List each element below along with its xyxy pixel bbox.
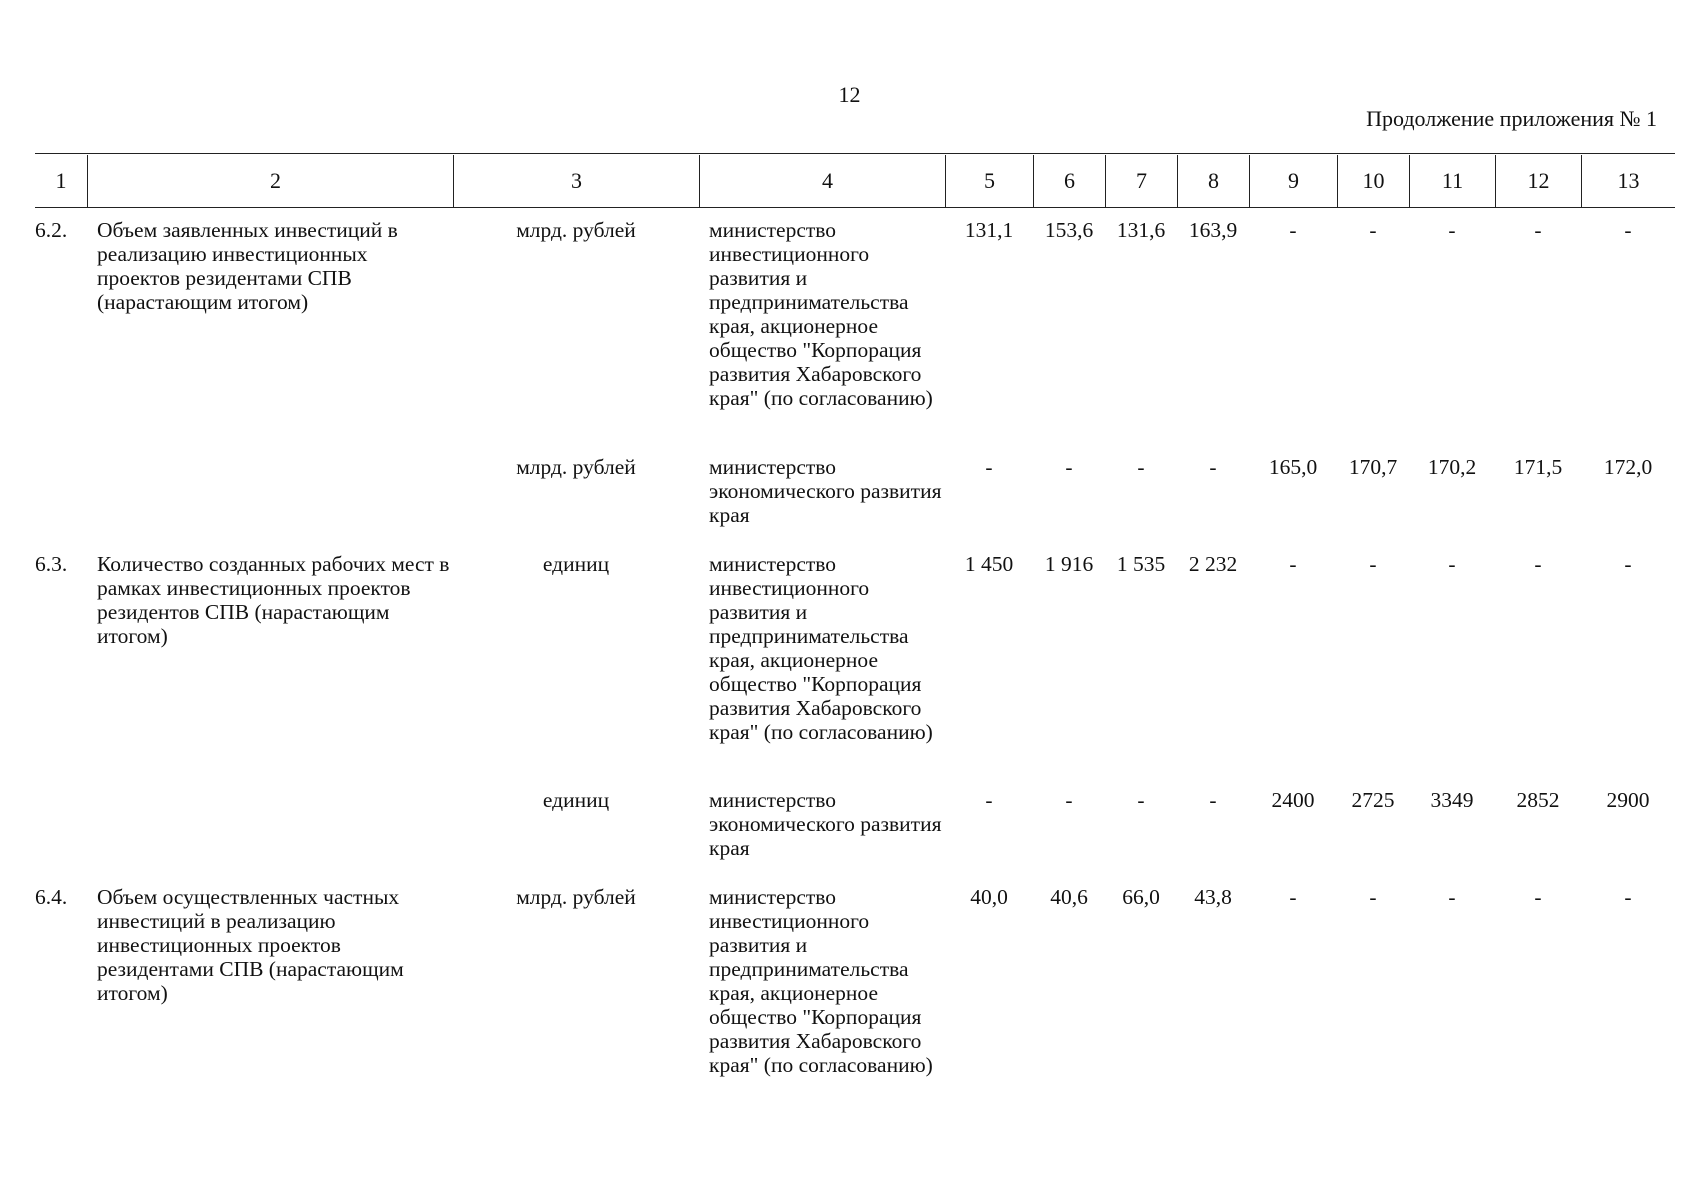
value-cell: 170,2 xyxy=(1427,455,1477,479)
value-cell: - xyxy=(1369,218,1377,242)
header-cell: 8 xyxy=(1177,155,1249,207)
value-cell: - xyxy=(1448,885,1456,909)
value-cell: - xyxy=(1624,552,1632,576)
value-cell: - xyxy=(985,788,993,812)
unit-cell: млрд. рублей xyxy=(516,885,636,909)
value-cell: 172,0 xyxy=(1603,455,1653,479)
row-number xyxy=(35,788,87,860)
value-cell: - xyxy=(1534,218,1542,242)
value-cell: - xyxy=(1289,552,1297,576)
value-cell: 153,6 xyxy=(1044,218,1094,242)
value-cell: 1 535 xyxy=(1116,552,1166,576)
indicator-name: Объем заявленных инвестиций в реализацию инвестиционных проектов резидентами СПВ (нарастающим итогом) xyxy=(97,218,398,314)
value-cell: - xyxy=(1289,218,1297,242)
table-row xyxy=(35,552,1675,744)
value-cell: 131,1 xyxy=(964,218,1014,242)
header-cell: 9 xyxy=(1249,155,1337,207)
indicator-name xyxy=(87,455,453,527)
value-cell: 2900 xyxy=(1606,788,1650,812)
value-cell: 1 916 xyxy=(1044,552,1094,576)
header-cell: 1 xyxy=(55,168,67,193)
table-top-rule xyxy=(35,153,1675,154)
header-cell: 2 xyxy=(87,155,453,207)
responsible-cell: министерство инвестиционного развития и предпринимательства края, акционерное общество "Корпорация развития Хабаровского края" (по согласованию) xyxy=(709,552,933,744)
value-cell: - xyxy=(1209,788,1217,812)
row-number: 6.3. xyxy=(35,552,68,576)
value-cell: - xyxy=(1137,788,1145,812)
unit-cell: единиц xyxy=(542,552,610,576)
header-cell: 11 xyxy=(1409,155,1495,207)
table-header-row xyxy=(35,155,1675,208)
indicator-name xyxy=(87,788,453,860)
table-row xyxy=(35,218,1675,410)
header-cell: 10 xyxy=(1337,155,1409,207)
value-cell: 163,9 xyxy=(1188,218,1238,242)
value-cell: 171,5 xyxy=(1513,455,1563,479)
value-cell: 131,6 xyxy=(1116,218,1166,242)
responsible-cell: министерство инвестиционного развития и предпринимательства края, акционерное общество "Корпорация развития Хабаровского края" (по согласованию) xyxy=(709,885,933,1077)
row-number xyxy=(35,455,87,527)
value-cell: 40,0 xyxy=(970,885,1008,909)
value-cell: - xyxy=(1065,788,1073,812)
value-cell: 2852 xyxy=(1516,788,1560,812)
responsible-cell: министерство инвестиционного развития и предпринимательства края, акционерное общество "Корпорация развития Хабаровского края" (по согласованию) xyxy=(709,218,933,410)
table-row xyxy=(35,788,1675,860)
unit-cell: млрд. рублей xyxy=(516,455,636,479)
header-cell: 5 xyxy=(945,155,1033,207)
value-cell: 40,6 xyxy=(1050,885,1088,909)
page-number: 12 xyxy=(838,82,861,107)
value-cell: - xyxy=(1369,552,1377,576)
unit-cell: единиц xyxy=(542,788,610,812)
value-cell: 2400 xyxy=(1271,788,1315,812)
value-cell: 66,0 xyxy=(1122,885,1160,909)
value-cell: 3349 xyxy=(1430,788,1474,812)
value-cell: 170,7 xyxy=(1348,455,1398,479)
appendix-continuation-label: Продолжение приложения № 1 xyxy=(1366,106,1657,131)
table-row xyxy=(35,455,1675,527)
indicator-name: Объем осуществленных частных инвестиций в реализацию инвестиционных проектов резидентами СПВ (нарастающим итогом) xyxy=(97,885,404,1005)
value-cell: - xyxy=(1448,218,1456,242)
value-cell: 165,0 xyxy=(1268,455,1318,479)
responsible-cell: министерство экономического развития края xyxy=(709,455,942,527)
row-number: 6.2. xyxy=(35,218,68,242)
value-cell: - xyxy=(1289,885,1297,909)
unit-cell: млрд. рублей xyxy=(516,218,636,242)
header-cell: 12 xyxy=(1495,155,1581,207)
value-cell: 1 450 xyxy=(964,552,1014,576)
value-cell: 43,8 xyxy=(1194,885,1232,909)
value-cell: - xyxy=(1369,885,1377,909)
row-number: 6.4. xyxy=(35,885,68,909)
header-cell: 6 xyxy=(1033,155,1105,207)
value-cell: - xyxy=(1209,455,1217,479)
value-cell: - xyxy=(1534,552,1542,576)
table-row xyxy=(35,885,1675,1077)
value-cell: - xyxy=(1065,455,1073,479)
value-cell: - xyxy=(985,455,993,479)
value-cell: - xyxy=(1534,885,1542,909)
responsible-cell: министерство экономического развития края xyxy=(709,788,942,860)
value-cell: - xyxy=(1624,885,1632,909)
header-cell: 4 xyxy=(699,155,945,207)
value-cell: - xyxy=(1137,455,1145,479)
value-cell: - xyxy=(1624,218,1632,242)
indicator-name: Количество созданных рабочих мест в рамках инвестиционных проектов резидентов СПВ (нарастающим итогом) xyxy=(97,552,450,648)
value-cell: 2 232 xyxy=(1188,552,1238,576)
value-cell: - xyxy=(1448,552,1456,576)
value-cell: 2725 xyxy=(1351,788,1395,812)
header-cell: 7 xyxy=(1105,155,1177,207)
header-cell: 13 xyxy=(1581,155,1675,207)
header-cell: 3 xyxy=(453,155,699,207)
